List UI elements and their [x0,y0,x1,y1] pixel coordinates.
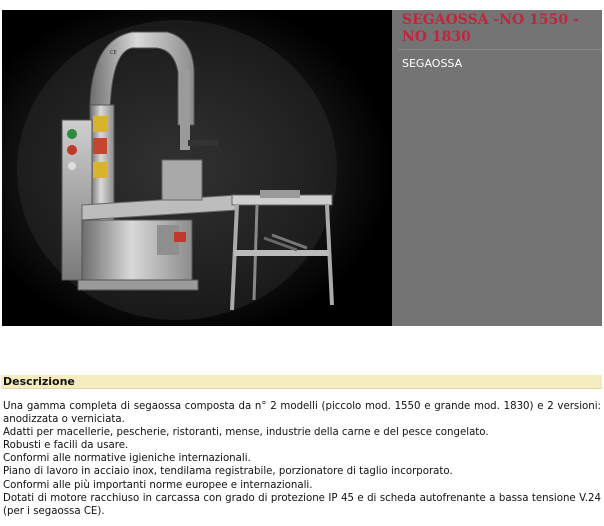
product-hero [2,10,602,326]
product-subtitle: SEGAOSSA [402,57,463,70]
description-line: Dotati di motore racchiuso in carcassa con grado di protezione IP 45 e di scheda autofrenante a bassa tensione V.24 (per i segaossa CE). [3,492,601,517]
description-body [3,400,601,518]
description-line: Conformi alle più importanti norme europee e internazionali. [3,479,313,491]
ce-mark: CE [110,50,117,56]
description-line: Adatti per macellerie, pescherie, ristoranti, mense, industrie della carne e del pesce congelato. [3,427,489,439]
description-line: Piano di lavoro in acciaio inox, tendilama registrabile, porzionatore di taglio incorporato. [3,466,453,478]
description-line: Robusti e facili da usare. [3,440,129,452]
description-heading: Descrizione [1,375,602,389]
product-photo [2,10,392,326]
description-line: Conformi alle normative igieniche internazionali. [3,453,251,465]
bone-saw-image [2,10,392,326]
product-info-panel [392,10,602,326]
divider [398,49,602,50]
description-line: Una gamma completa di segaossa composta da n° 2 modelli (piccolo mod. 1550 e grande mod. 1830) e 2 versioni: anodizzata o verniciata. [3,401,601,426]
product-title: SEGAOSSA -NO 1550 - NO 1830 [402,12,579,45]
